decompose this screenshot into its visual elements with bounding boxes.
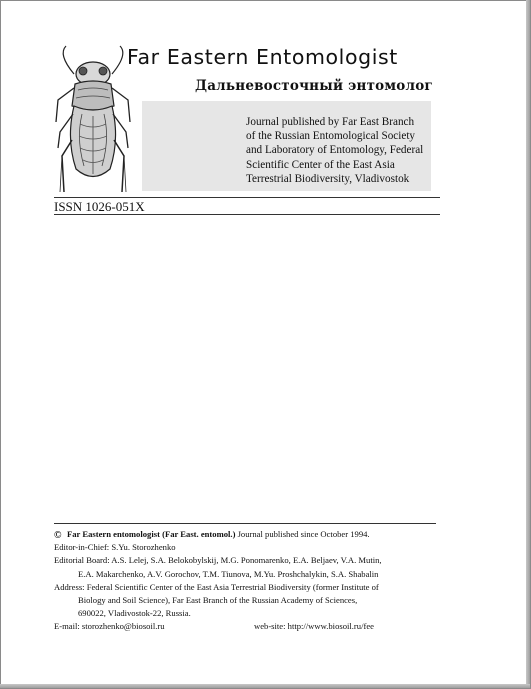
journal-description [246, 115, 423, 186]
description-line: and Laboratory of Entomology, Federal [246, 144, 424, 157]
description-line: Scientific Center of the East Asia [246, 158, 395, 171]
contact-line [54, 620, 440, 633]
website-link[interactable]: web-site: http://www.biosoil.ru/fee [254, 621, 374, 632]
address-line: Biology and Soil Science), Far East Branch of the Russian Academy of Sciences, [78, 595, 358, 606]
copyright-icon: © [54, 530, 62, 541]
editorial-board-line: Editorial Board: A.S. Lelej, S.A. Belokobylskij, M.G. Ponomarenko, E.A. Beljaev, V.A. Mutin, [54, 555, 382, 566]
journal-title-english: Far Eastern Entomologist [127, 45, 398, 69]
page-shadow-right [526, 0, 530, 688]
description-line: Journal published by Far East Branch [246, 116, 415, 128]
issn-bottom-rule [54, 214, 440, 215]
copyright-line [54, 528, 440, 541]
masthead-footer [54, 528, 440, 634]
footer-rule [54, 523, 436, 524]
address-line: 690022, Vladivostok-22, Russia. [78, 608, 191, 619]
issn-number: ISSN 1026-051X [54, 199, 145, 214]
description-line: of the Russian Entomological Society [246, 130, 416, 143]
editorial-board-line: E.A. Makarchenko, A.V. Gorochov, T.M. Tiunova, M.Yu. Proshchalykin, S.A. Shabalin [78, 568, 379, 579]
description-line: Terrestrial Biodiversity, Vladivostok [246, 172, 410, 185]
page-shadow-bottom [0, 684, 530, 688]
email-address[interactable]: E-mail: storozhenko@biosoil.ru [54, 621, 165, 632]
address-line: Address: Federal Scientific Center of the East Asia Terrestrial Biodiversity (former Institute of [54, 581, 379, 592]
grasshopper-icon [52, 44, 138, 196]
published-since: Journal published since October 1994. [235, 529, 370, 539]
journal-title-russian: Дальневосточный энтомолог [195, 78, 433, 94]
journal-name: Far Eastern entomologist (Far East. entomol.) [67, 529, 236, 539]
issn-top-rule [54, 197, 440, 198]
editor-in-chief: Editor-in-Chief: S.Yu. Storozhenko [54, 542, 176, 553]
